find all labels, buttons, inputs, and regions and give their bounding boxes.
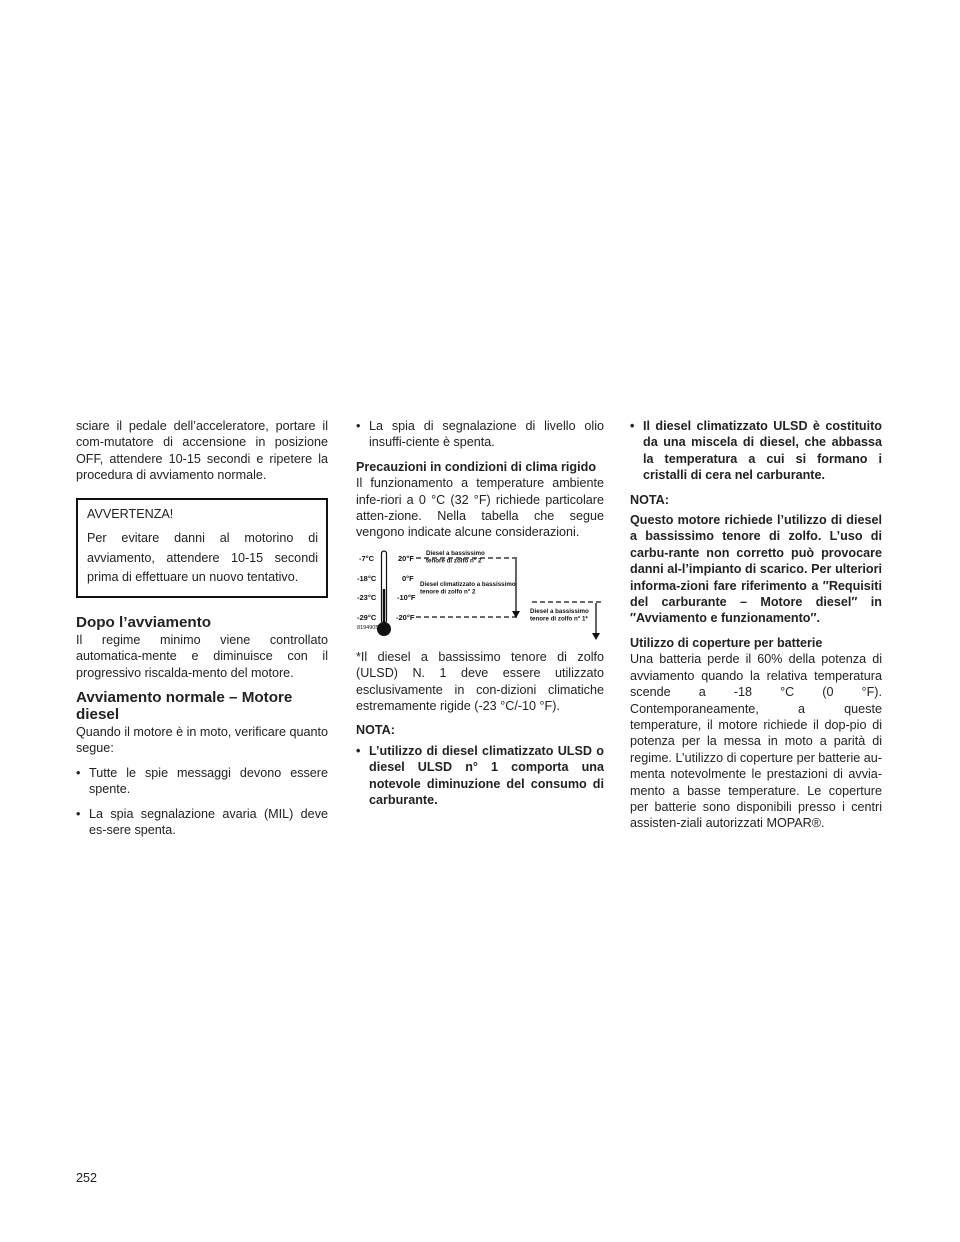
celsius-label: -29°C [357,612,377,622]
region-label: tenore di zolfo n° 2 [426,557,482,565]
heading-battery-covers: Utilizzo di coperture per batterie [630,635,823,650]
list-item-text: L’utilizzo di diesel climatizzato ULSD o diesel ULSD n° 1 comporta una notevole diminuzione del consumo di carburante. [369,743,604,808]
celsius-label: -7°C [359,553,375,563]
heading-diesel-start: Avviamento normale – Motore diesel [76,689,293,724]
list-item [356,743,604,809]
diesel-start-paragraph: Quando il motore è in moto, verificare quanto segue: [76,725,329,756]
thermometer-mercury [383,589,385,625]
region-label: tenore di zolfo n° 2 [420,588,476,596]
list-item [76,806,328,839]
list-item [630,418,882,484]
bullet-icon: • [356,743,361,758]
list-item-text: La spia segnalazione avaria (MIL) deve es-sere spenta. [89,806,328,838]
fahrenheit-label: 20°F [398,553,414,563]
heading-after-start: Dopo l’avviamento [76,613,212,631]
celsius-label: -18°C [357,573,377,583]
arrow-head [592,633,600,640]
bullet-icon: • [76,765,81,780]
battery-paragraph: Una batteria perde il 60% della potenza di avviamento quando la relativa temperatura scende a -18 °C (0 °F). Contemporaneamente, a queste temperature, il motore richiede il dop-pio di potenza per la messa in moto a parità di regime. L’utilizzo di coperture per batterie au-menta notevolmente le prestazioni di avvia-mento a basse temperature. Le coperture per batterie sono disponibili presso i centri assisten-ziali autorizzati MOPAR®. [630,652,883,831]
region-label: Diesel a bassissimo [426,549,485,557]
note-text: Questo motore richiede l’utilizzo di diesel a bassissimo tenore di zolfo. L’uso di carbu-rante non corretto può provocare danni al-l’impianto di scarico. Per ulteriori informa-zioni fare riferimento a ″Requisiti del carburante – Motore diesel″ in ″Avviamento e funzionamento″. [630,513,882,626]
warning-title: AVVERTENZA! [87,506,174,521]
column-3 [630,418,882,840]
list-item [76,765,328,798]
fahrenheit-label: -20°F [396,612,415,622]
fahrenheit-label: -10°F [397,592,416,602]
list-item-text: Tutte le spie messaggi devono essere spente. [89,765,328,797]
bullet-icon: • [630,419,635,433]
cold-weather-paragraph: Il funzionamento a temperature ambiente infe-riori a 0 °C (32 °F) richiede particolare atten-zione. Nella tabella che segue vengono indicate alcune considerazioni. [356,476,604,540]
note-label: NOTA: [630,492,669,507]
bullet-icon: • [76,806,81,821]
region-label: Diesel a bassissimo [530,607,589,615]
fuel-temperature-diagram [356,549,604,641]
list-item [356,418,604,451]
intro-paragraph: sciare il pedale dell’acceleratore, portare il com-mutatore di accensione in posizione OFF, attendere 10-15 secondi e ripetere la procedura di avviamento normale. [76,419,328,483]
bullet-icon: • [356,419,361,433]
ulsd-paragraph: *Il diesel a bassissimo tenore di zolfo (ULSD) N. 1 deve essere utilizzato esclusivamente in con-dizioni climatiche estremamente rigide (-23 °C/-10 °F). [356,649,604,714]
figure-code: 81949058 [357,624,382,631]
page-number: 252 [76,1171,98,1185]
list-item-text: Il diesel climatizzato ULSD è costituito da una miscela di diesel, che abbassa la temperatura a cui si formano i cristalli di cera nel carburante. [643,419,882,483]
after-start-paragraph: Il regime minimo viene controllato automatica-mente e diminuisce con il progressivo riscalda-mento del motore. [76,632,328,680]
region-label: Diesel climatizzato a bassissimo [420,580,516,588]
note-label: NOTA: [356,723,395,738]
fahrenheit-label: 0°F [402,573,414,583]
list-item-text: La spia di segnalazione di livello olio insuffi-ciente è spenta. [369,419,604,450]
celsius-label: -23°C [357,592,377,602]
region-label: tenore di zolfo n° 1* [530,615,588,623]
column-1 [76,418,328,846]
column-2 [356,418,604,817]
warning-box [76,498,328,598]
warning-text: Per evitare danni al motorino di avviamento, attendere 10-15 secondi prima di effettuare un nuovo tentativo. [87,531,318,585]
heading-cold-weather: Precauzioni in condizioni di clima rigido [356,459,597,474]
